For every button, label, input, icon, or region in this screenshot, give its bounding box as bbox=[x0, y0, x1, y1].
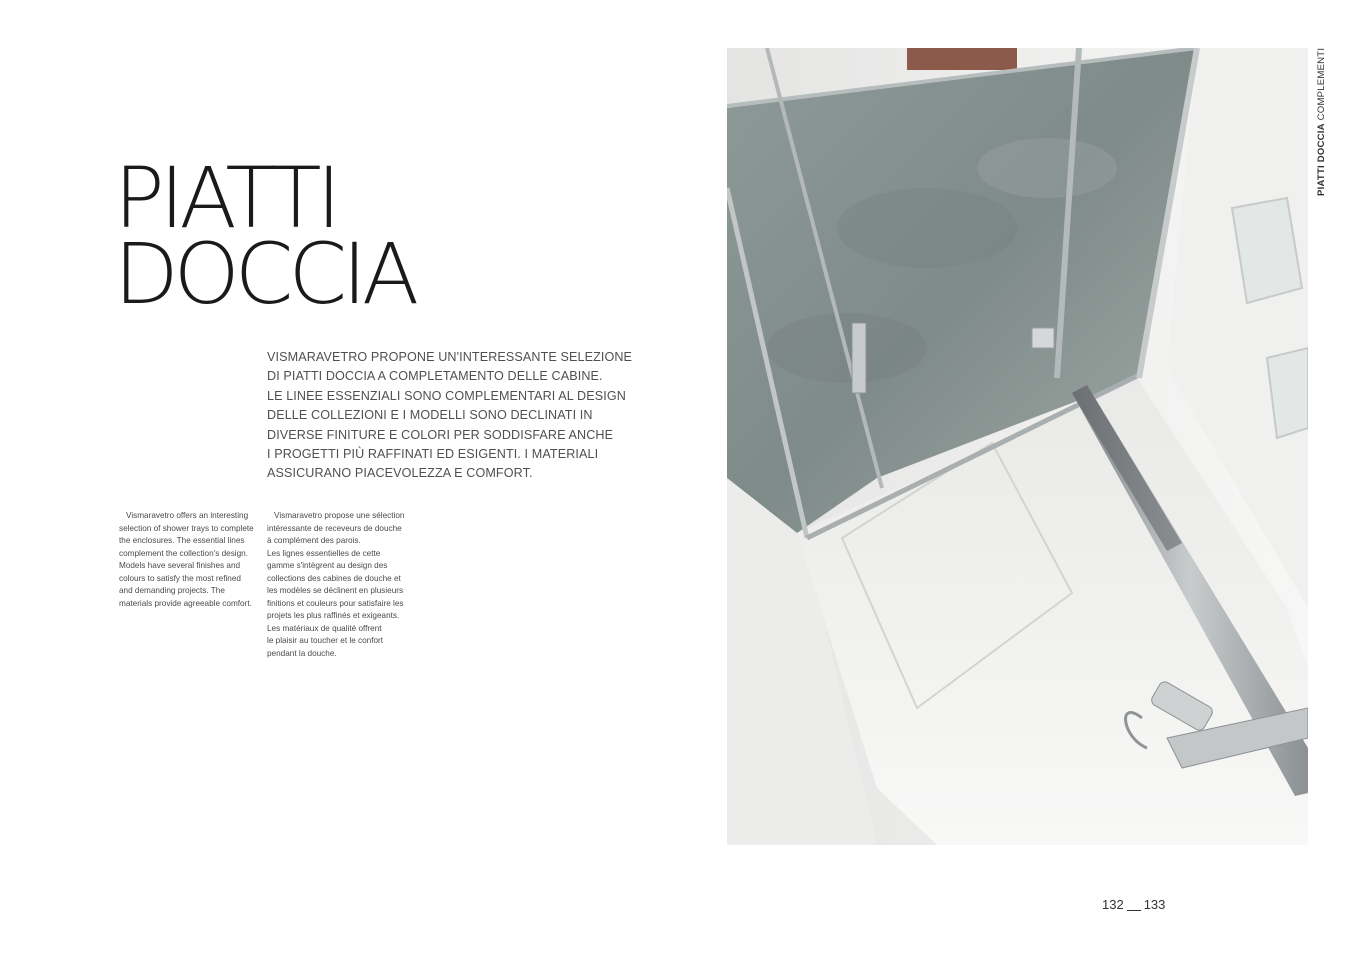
page-number-right: 133 bbox=[1143, 897, 1166, 912]
english-line: complement the collection's design. bbox=[119, 548, 248, 558]
english-description bbox=[119, 510, 261, 610]
english-line: the enclosures. The essential lines bbox=[119, 536, 245, 545]
intro-line: VISMARAVETRO PROPONE UN'INTERESSANTE SELEZIONE bbox=[267, 350, 633, 364]
french-line: les modèles se déclinent en plusieurs bbox=[267, 586, 404, 595]
french-line: projets les plus raffinés et exigeants. bbox=[267, 611, 400, 620]
english-line: Vismaravetro offers an interesting bbox=[126, 511, 249, 520]
page-title bbox=[114, 149, 415, 323]
english-line: selection of shower trays to complete bbox=[119, 523, 254, 533]
french-line: collections des cabines de douche et bbox=[267, 573, 401, 583]
english-line: Models have several finishes and bbox=[119, 561, 241, 570]
french-line: gamme s'intègrent au design des bbox=[267, 561, 388, 570]
french-line: intéressante de receveurs de douche bbox=[267, 523, 402, 533]
page-number-separator bbox=[1127, 910, 1141, 911]
intro-line: DI PIATTI DOCCIA A COMPLETAMENTO DELLE CABINE. bbox=[267, 369, 603, 384]
side-label-section: PIATTI DOCCIA bbox=[1316, 123, 1327, 197]
intro-line: I PROGETTI PIÙ RAFFINATI ED ESIGENTI. I MATERIALI bbox=[267, 447, 599, 462]
side-label-category: COMPLEMENTI bbox=[1316, 48, 1327, 121]
french-line: finitions et couleurs pour satisfaire les bbox=[267, 598, 404, 608]
page-number-left: 132 bbox=[1102, 897, 1124, 912]
french-line: pendant la douche. bbox=[267, 648, 337, 658]
french-description bbox=[267, 510, 412, 660]
title-line-1: PIATTI bbox=[114, 149, 337, 247]
intro-line: LE LINEE ESSENZIALI SONO COMPLEMENTARI AL DESIGN bbox=[267, 388, 626, 403]
intro-line: DIVERSE FINITURE E COLORI PER SODDISFARE ANCHE bbox=[267, 427, 614, 442]
intro-line: DELLE COLLEZIONI E I MODELLI SONO DECLINATI IN bbox=[267, 408, 593, 423]
french-line: le plaisir au toucher et le confort bbox=[267, 636, 384, 645]
section-side-label bbox=[1316, 48, 1330, 208]
english-line: colours to satisfy the most refined bbox=[119, 573, 241, 583]
title-line-2: DOCCIA bbox=[114, 225, 415, 323]
french-line: Les matériaux de qualité offrent bbox=[267, 623, 382, 633]
page-numbers bbox=[1102, 897, 1165, 912]
intro-paragraph bbox=[267, 348, 633, 484]
english-line: materials provide agreeable comfort. bbox=[119, 598, 252, 608]
intro-line: ASSICURANO PIACEVOLEZZA E COMFORT. bbox=[267, 466, 533, 481]
french-line: Vismaravetro propose une sélection bbox=[274, 511, 405, 520]
french-line: Les lignes essentielles de cette bbox=[267, 548, 381, 558]
english-line: and demanding projects. The bbox=[119, 586, 225, 595]
french-line: à complément des parois. bbox=[267, 536, 361, 545]
shower-tray-photo bbox=[727, 48, 1308, 845]
